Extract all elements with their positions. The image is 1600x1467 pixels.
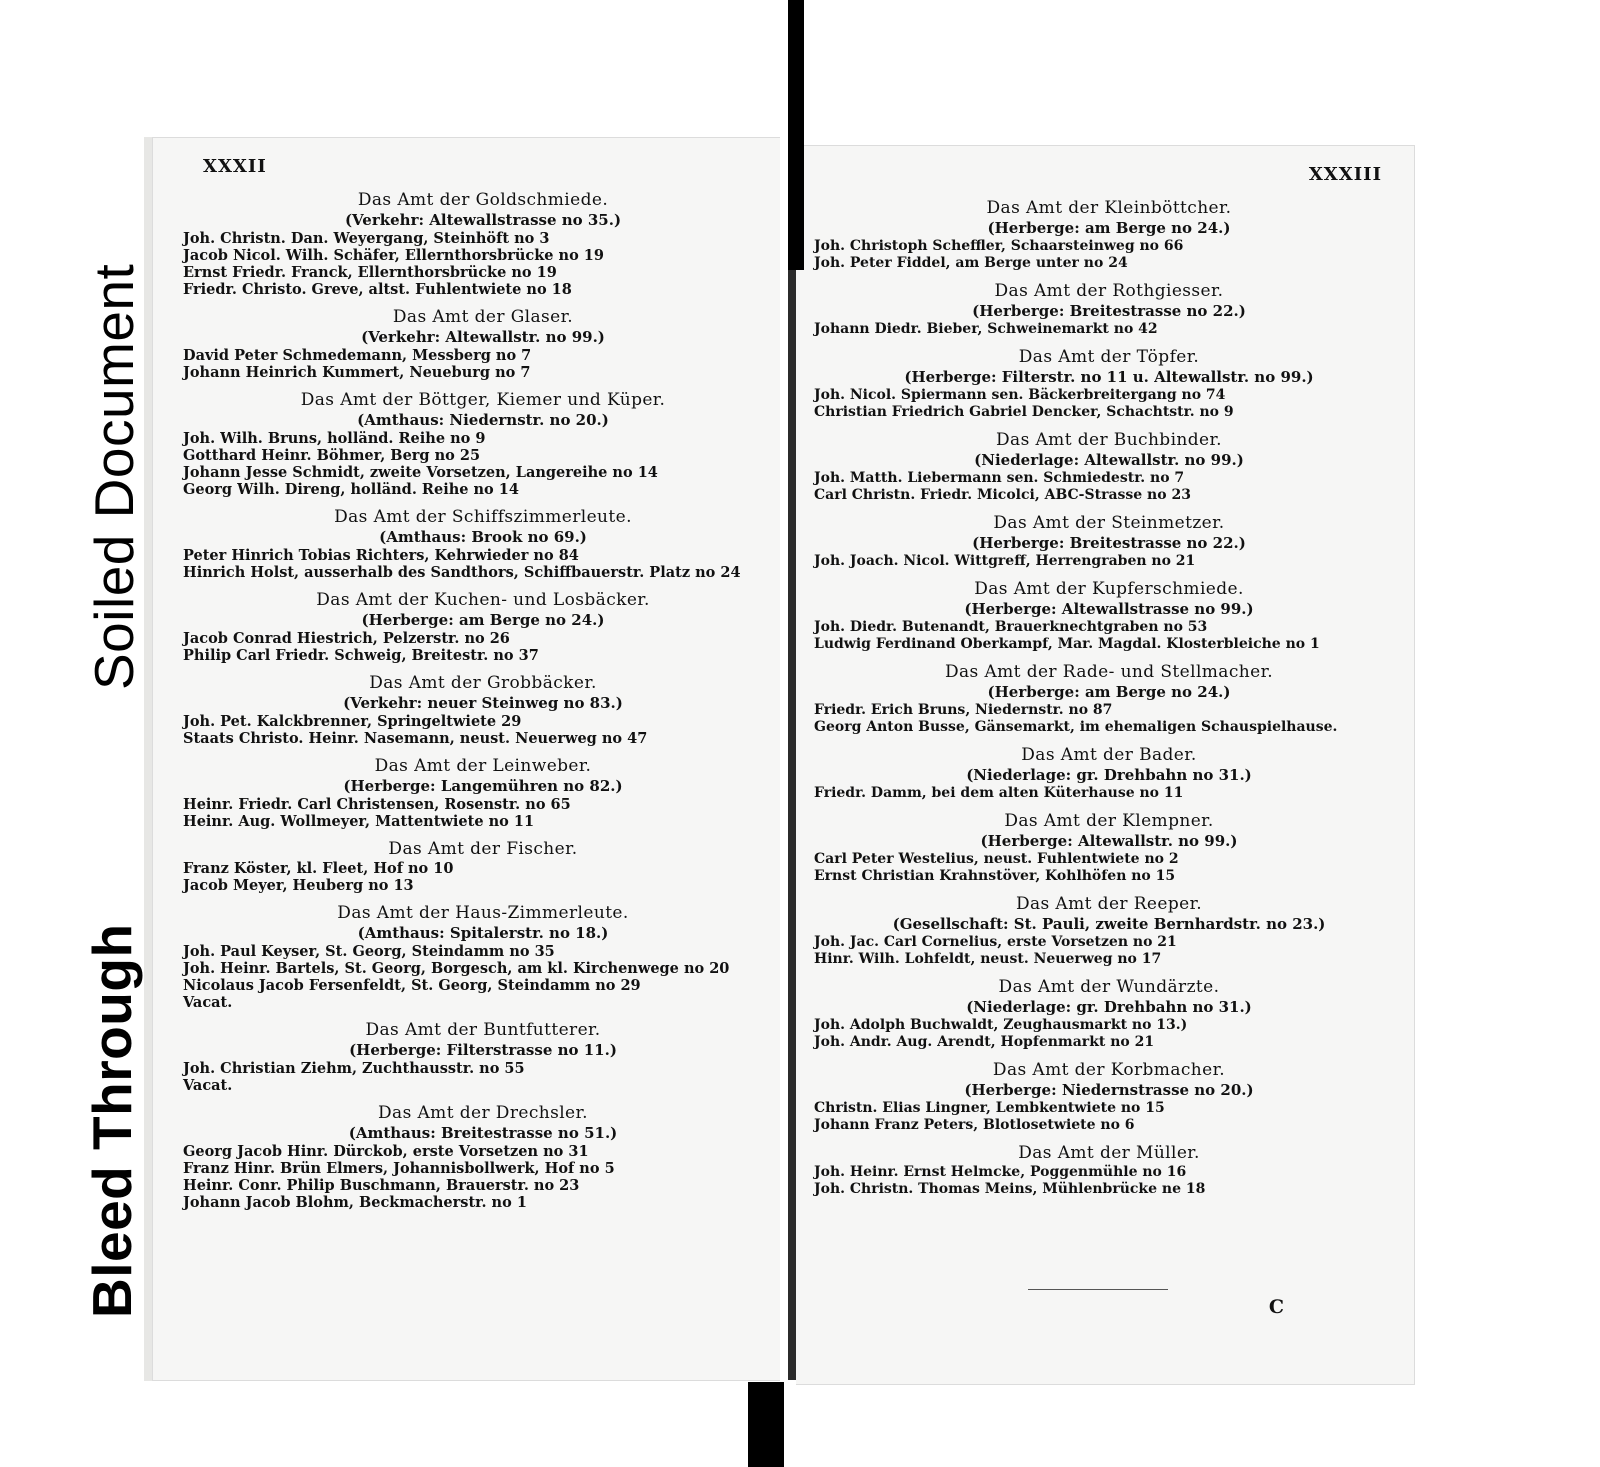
member-entry: Philip Carl Friedr. Schweig, Breitestr. no 37 bbox=[183, 647, 539, 664]
member-entry: Joh. Pet. Kalckbrenner, Springeltwiete 29 bbox=[183, 713, 522, 730]
guild-location: (Herberge: Niedernstrasse no 20.) bbox=[964, 1081, 1254, 1099]
member-entry: Vacat. bbox=[183, 1077, 233, 1094]
guild-section bbox=[814, 1060, 1404, 1134]
guild-title: Das Amt der Reeper. bbox=[1015, 894, 1203, 914]
guild-title: Das Amt der Wundärzte. bbox=[998, 977, 1220, 997]
guild-section bbox=[814, 662, 1404, 736]
member-list bbox=[814, 1100, 1404, 1134]
member-entry: Friedr. Erich Bruns, Niedernstr. no 87 bbox=[814, 702, 1113, 718]
member-list bbox=[183, 347, 783, 381]
member-entry: Hinrich Holst, ausserhalb des Sandthors, Schiffbauerstr. Platz no 24 bbox=[183, 564, 741, 581]
guild-location: (Niederlage: gr. Drehbahn no 31.) bbox=[966, 998, 1252, 1016]
member-entry: Johann Jesse Schmidt, zweite Vorsetzen, Langereihe no 14 bbox=[183, 464, 658, 481]
guild-section bbox=[183, 673, 783, 747]
guild-title: Das Amt der Kupferschmiede. bbox=[974, 579, 1244, 599]
member-entry: Georg Wilh. Direng, holländ. Reihe no 14 bbox=[183, 481, 519, 498]
guild-location: (Herberge: am Berge no 24.) bbox=[361, 611, 605, 629]
member-entry: Carl Peter Westelius, neust. Fuhlentwiete no 2 bbox=[814, 851, 1179, 867]
member-entry: Heinr. Friedr. Carl Christensen, Rosenstr. no 65 bbox=[183, 796, 571, 813]
guild-title: Das Amt der Müller. bbox=[1018, 1143, 1200, 1163]
member-entry: Joh. Christian Ziehm, Zuchthausstr. no 55 bbox=[183, 1060, 525, 1077]
guild-section bbox=[814, 347, 1404, 421]
member-list bbox=[183, 796, 783, 830]
member-list bbox=[183, 230, 783, 298]
left-page-number: XXXII bbox=[203, 156, 267, 177]
member-entry: Gotthard Heinr. Böhmer, Berg no 25 bbox=[183, 447, 481, 464]
member-entry: Vacat. bbox=[183, 994, 233, 1011]
member-entry: Christian Friedrich Gabriel Dencker, Schachtstr. no 9 bbox=[814, 404, 1234, 420]
member-list bbox=[814, 321, 1404, 338]
guild-location: (Herberge: Breitestrasse no 22.) bbox=[972, 302, 1246, 320]
member-entry: Joh. Diedr. Butenandt, Brauerknechtgraben no 53 bbox=[814, 619, 1208, 635]
member-entry: Joh. Nicol. Spiermann sen. Bäckerbreitergang no 74 bbox=[814, 387, 1226, 403]
guild-location: (Verkehr: neuer Steinweg no 83.) bbox=[343, 694, 623, 712]
guild-location: (Herberge: am Berge no 24.) bbox=[987, 683, 1231, 701]
member-entry: Nicolaus Jacob Fersenfeldt, St. Georg, Steindamm no 29 bbox=[183, 977, 641, 994]
member-list bbox=[814, 785, 1404, 802]
member-entry: Peter Hinrich Tobias Richters, Kehrwieder no 84 bbox=[183, 547, 579, 564]
guild-title: Das Amt der Klempner. bbox=[1004, 811, 1214, 831]
left-page-column bbox=[183, 190, 783, 1220]
member-list bbox=[183, 1143, 783, 1211]
member-entry: Friedr. Christo. Greve, altst. Fuhlentwiete no 18 bbox=[183, 281, 572, 298]
member-entry: Joh. Andr. Aug. Arendt, Hopfenmarkt no 21 bbox=[814, 1034, 1155, 1050]
member-entry: Franz Köster, kl. Fleet, Hof no 10 bbox=[183, 860, 454, 877]
member-entry: Friedr. Damm, bei dem alten Küterhause no 11 bbox=[814, 785, 1184, 801]
binding-strip-top bbox=[788, 0, 804, 270]
member-list bbox=[183, 943, 783, 1011]
guild-section bbox=[183, 1020, 783, 1094]
member-list bbox=[814, 619, 1404, 653]
guild-title: Das Amt der Rothgiesser. bbox=[994, 281, 1224, 301]
member-entry: Joh. Heinr. Bartels, St. Georg, Borgesch, am kl. Kirchenwege no 20 bbox=[183, 960, 730, 977]
member-entry: Joh. Christn. Dan. Weyergang, Steinhöft no 3 bbox=[183, 230, 550, 247]
member-entry: David Peter Schmedemann, Messberg no 7 bbox=[183, 347, 532, 364]
member-entry: Ludwig Ferdinand Oberkampf, Mar. Magdal. Klosterbleiche no 1 bbox=[814, 636, 1320, 652]
member-entry: Johann Heinrich Kummert, Neueburg no 7 bbox=[183, 364, 531, 381]
closing-rule bbox=[1028, 1289, 1168, 1290]
member-list bbox=[814, 238, 1404, 272]
guild-title: Das Amt der Grobbäcker. bbox=[369, 673, 597, 693]
member-entry: Jacob Meyer, Heuberg no 13 bbox=[183, 877, 414, 894]
member-entry: Johann Diedr. Bieber, Schweinemarkt no 42 bbox=[814, 321, 1158, 337]
member-list bbox=[814, 934, 1404, 968]
right-page bbox=[795, 145, 1415, 1385]
guild-location: (Herberge: Breitestrasse no 22.) bbox=[972, 534, 1246, 552]
guild-title: Das Amt der Haus-Zimmerleute. bbox=[337, 903, 629, 923]
member-entry: Joh. Matth. Liebermann sen. Schmiedestr. no 7 bbox=[814, 470, 1185, 486]
member-list bbox=[814, 553, 1404, 570]
member-list bbox=[183, 547, 783, 581]
member-entry: Jacob Conrad Hiestrich, Pelzerstr. no 26 bbox=[183, 630, 510, 647]
member-list bbox=[814, 1017, 1404, 1051]
guild-title: Das Amt der Leinweber. bbox=[374, 756, 592, 776]
guild-location: (Verkehr: Altewallstr. no 99.) bbox=[361, 328, 605, 346]
guild-section bbox=[814, 977, 1404, 1051]
member-entry: Johann Franz Peters, Blotlosetwiete no 6 bbox=[814, 1117, 1135, 1133]
member-entry: Joh. Jac. Carl Cornelius, erste Vorsetzen no 21 bbox=[814, 934, 1177, 950]
binding-strip-gutter bbox=[788, 270, 796, 1380]
member-list bbox=[183, 430, 783, 498]
member-list bbox=[183, 713, 783, 747]
member-entry: Heinr. Conr. Philip Buschmann, Brauerstr. no 23 bbox=[183, 1177, 580, 1194]
guild-section bbox=[183, 903, 783, 1011]
member-entry: Carl Christn. Friedr. Micolci, ABC-Strasse no 23 bbox=[814, 487, 1191, 503]
guild-title: Das Amt der Korbmacher. bbox=[992, 1060, 1226, 1080]
guild-title: Das Amt der Goldschmiede. bbox=[357, 190, 609, 210]
guild-section bbox=[814, 1143, 1404, 1198]
guild-location: (Herberge: Filterstr. no 11 u. Altewallstr. no 99.) bbox=[904, 368, 1314, 386]
guild-location: (Verkehr: Altewallstrasse no 35.) bbox=[344, 211, 622, 229]
guild-title: Das Amt der Buchbinder. bbox=[996, 430, 1222, 450]
member-list bbox=[183, 630, 783, 664]
member-entry: Hinr. Wilh. Lohfeldt, neust. Neuerweg no 17 bbox=[814, 951, 1162, 967]
member-entry: Ernst Friedr. Franck, Ellernthorsbrücke no 19 bbox=[183, 264, 557, 281]
guild-title: Das Amt der Kuchen- und Losbäcker. bbox=[316, 590, 650, 610]
guild-section bbox=[183, 590, 783, 664]
guild-location: (Amthaus: Spitalerstr. no 18.) bbox=[357, 924, 609, 942]
guild-location: (Herberge: Filterstrasse no 11.) bbox=[349, 1041, 617, 1059]
member-entry: Joh. Heinr. Ernst Helmcke, Poggenmühle no 16 bbox=[814, 1164, 1187, 1180]
member-entry: Franz Hinr. Brün Elmers, Johannisbollwerk, Hof no 5 bbox=[183, 1160, 615, 1177]
soiled-document-label: Soiled Document bbox=[83, 263, 145, 690]
guild-location: (Niederlage: Altewallstr. no 99.) bbox=[974, 451, 1244, 469]
guild-location: (Herberge: Altewallstrasse no 99.) bbox=[964, 600, 1254, 618]
member-entry: Joh. Christn. Thomas Meins, Mühlenbrücke ne 18 bbox=[814, 1181, 1206, 1197]
member-entry: Joh. Joach. Nicol. Wittgreff, Herrengraben no 21 bbox=[814, 553, 1196, 569]
signature-mark: C bbox=[1268, 1296, 1284, 1318]
guild-title: Das Amt der Fischer. bbox=[388, 839, 578, 859]
member-entry: Joh. Wilh. Bruns, holländ. Reihe no 9 bbox=[183, 430, 486, 447]
member-entry: Georg Jacob Hinr. Dürckob, erste Vorsetzen no 31 bbox=[183, 1143, 589, 1160]
guild-location: (Amthaus: Niedernstr. no 20.) bbox=[357, 411, 609, 429]
guild-title: Das Amt der Glaser. bbox=[392, 307, 574, 327]
member-list bbox=[814, 470, 1404, 504]
guild-section bbox=[814, 513, 1404, 570]
guild-title: Das Amt der Töpfer. bbox=[1018, 347, 1200, 367]
member-entry: Joh. Christoph Scheffler, Schaarsteinweg no 66 bbox=[814, 238, 1184, 254]
guild-section bbox=[183, 839, 783, 894]
guild-section bbox=[814, 811, 1404, 885]
member-entry: Joh. Adolph Buchwaldt, Zeughausmarkt no 13.) bbox=[814, 1017, 1188, 1033]
member-list bbox=[814, 1164, 1404, 1198]
guild-title: Das Amt der Drechsler. bbox=[378, 1103, 588, 1123]
member-list bbox=[814, 702, 1404, 736]
guild-section bbox=[183, 756, 783, 830]
member-list bbox=[814, 851, 1404, 885]
guild-location: (Herberge: Altewallstr. no 99.) bbox=[980, 832, 1238, 850]
member-list bbox=[183, 1060, 783, 1094]
member-entry: Christn. Elias Lingner, Lembkentwiete no 15 bbox=[814, 1100, 1165, 1116]
guild-title: Das Amt der Schiffszimmerleute. bbox=[334, 507, 632, 527]
guild-section bbox=[183, 307, 783, 381]
guild-location: (Amthaus: Brook no 69.) bbox=[379, 528, 587, 546]
guild-section bbox=[183, 390, 783, 498]
member-entry: Joh. Paul Keyser, St. Georg, Steindamm no 35 bbox=[183, 943, 555, 960]
guild-section bbox=[814, 579, 1404, 653]
guild-section bbox=[814, 198, 1404, 272]
guild-section bbox=[183, 507, 783, 581]
member-entry: Staats Christo. Heinr. Nasemann, neust. Neuerweg no 47 bbox=[183, 730, 648, 747]
guild-title: Das Amt der Buntfutterer. bbox=[365, 1020, 601, 1040]
member-entry: Joh. Peter Fiddel, am Berge unter no 24 bbox=[814, 255, 1128, 271]
guild-section bbox=[183, 1103, 783, 1211]
guild-section bbox=[814, 430, 1404, 504]
member-entry: Ernst Christian Krahnstöver, Kohlhöfen no 15 bbox=[814, 868, 1176, 884]
member-entry: Johann Jacob Blohm, Beckmacherstr. no 1 bbox=[183, 1194, 527, 1211]
member-entry: Georg Anton Busse, Gänsemarkt, im ehemaligen Schauspielhause. bbox=[814, 719, 1338, 735]
guild-section bbox=[814, 894, 1404, 968]
guild-title: Das Amt der Bader. bbox=[1021, 745, 1197, 765]
guild-title: Das Amt der Rade- und Stellmacher. bbox=[944, 662, 1274, 682]
guild-section bbox=[814, 281, 1404, 338]
member-list bbox=[183, 860, 783, 894]
guild-location: (Herberge: Langemühren no 82.) bbox=[343, 777, 623, 795]
left-page bbox=[152, 137, 792, 1381]
member-entry: Jacob Nicol. Wilh. Schäfer, Ellernthorsbrücke no 19 bbox=[183, 247, 604, 264]
guild-location: (Niederlage: gr. Drehbahn no 31.) bbox=[966, 766, 1252, 784]
bleed-through-label: Bleed Through bbox=[81, 923, 143, 1318]
right-page-number: XXXIII bbox=[1308, 164, 1382, 185]
guild-title: Das Amt der Kleinböttcher. bbox=[986, 198, 1232, 218]
member-entry: Heinr. Aug. Wollmeyer, Mattentwiete no 11 bbox=[183, 813, 535, 830]
guild-title: Das Amt der Böttger, Kiemer und Küper. bbox=[300, 390, 666, 410]
guild-location: (Herberge: am Berge no 24.) bbox=[987, 219, 1231, 237]
guild-section bbox=[814, 745, 1404, 802]
member-list bbox=[814, 387, 1404, 421]
right-page-column bbox=[814, 198, 1404, 1207]
guild-section bbox=[183, 190, 783, 298]
guild-location: (Gesellschaft: St. Pauli, zweite Bernhardstr. no 23.) bbox=[892, 915, 1326, 933]
binding-strip-bottom bbox=[748, 1382, 784, 1467]
guild-location: (Amthaus: Breitestrasse no 51.) bbox=[348, 1124, 618, 1142]
guild-title: Das Amt der Steinmetzer. bbox=[993, 513, 1225, 533]
